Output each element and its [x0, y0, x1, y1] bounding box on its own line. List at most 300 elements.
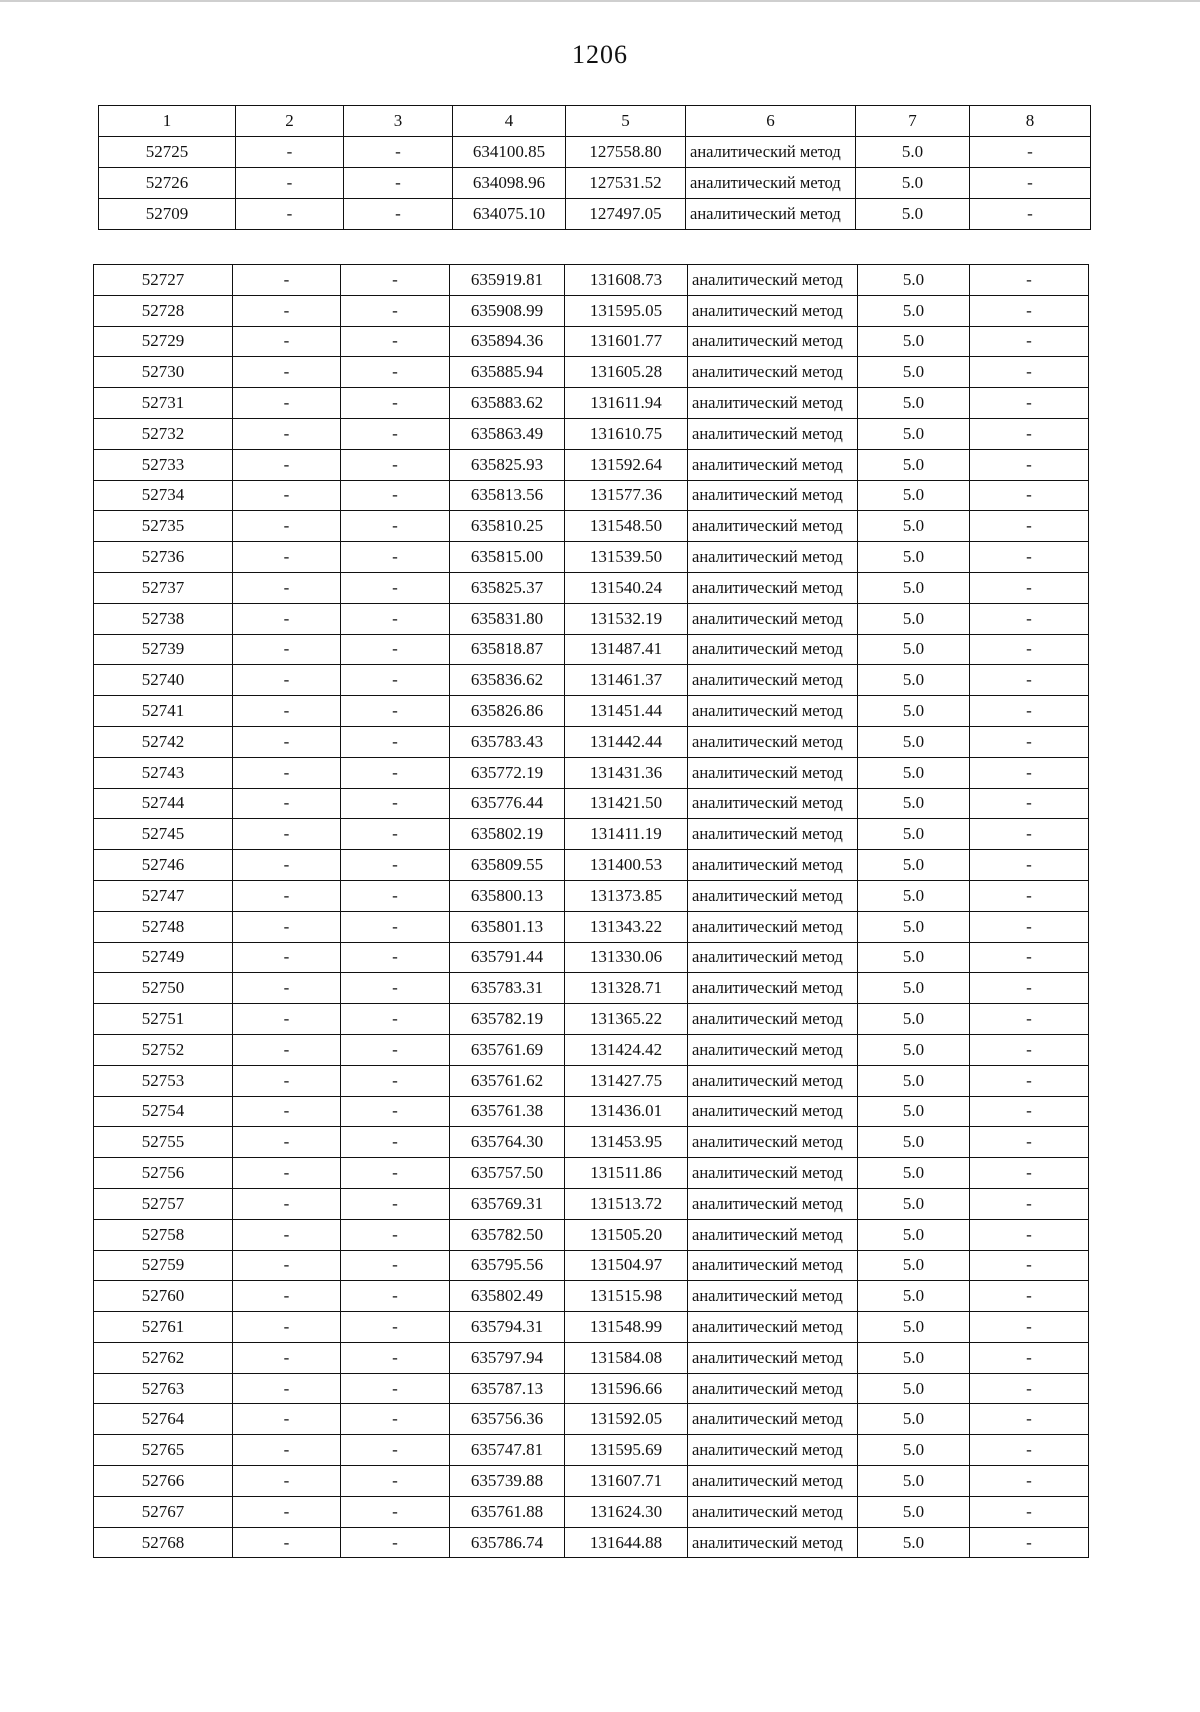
- column-header-8: 8: [970, 106, 1091, 137]
- table-cell-col-5: 131421.50: [565, 788, 688, 819]
- table-cell-col-8: -: [970, 819, 1089, 850]
- table-cell-col-8: -: [970, 1435, 1089, 1466]
- table-cell-col-5: 131605.28: [565, 357, 688, 388]
- table-cell-col-7: 5.0: [858, 418, 970, 449]
- table-cell-col-8: -: [970, 1188, 1089, 1219]
- table-cell-col-8: -: [970, 168, 1091, 199]
- table-cell-col-1: 52760: [94, 1281, 233, 1312]
- column-header-1: 1: [99, 106, 236, 137]
- table-cell-col-8: -: [970, 1034, 1089, 1065]
- table-row: [94, 942, 1089, 973]
- table-cell-col-4: 635764.30: [450, 1127, 565, 1158]
- table-cell-col-4: 635883.62: [450, 388, 565, 419]
- table-row: [94, 819, 1089, 850]
- table-cell-col-6: аналитический метод: [688, 726, 858, 757]
- table-cell-col-7: 5.0: [858, 850, 970, 881]
- table-cell-col-6: аналитический метод: [688, 1435, 858, 1466]
- table-cell-col-6: аналитический метод: [688, 357, 858, 388]
- table-cell-col-2: -: [233, 603, 341, 634]
- table-cell-col-1: 52737: [94, 572, 233, 603]
- table-cell-col-7: 5.0: [858, 1219, 970, 1250]
- table-cell-col-1: 52748: [94, 911, 233, 942]
- table-cell-col-1: 52759: [94, 1250, 233, 1281]
- table-cell-col-8: -: [970, 326, 1089, 357]
- table-cell-col-2: -: [233, 788, 341, 819]
- table-cell-col-4: 635739.88: [450, 1466, 565, 1497]
- table-cell-col-5: 131442.44: [565, 726, 688, 757]
- table-row: [94, 1219, 1089, 1250]
- table-cell-col-8: -: [970, 1250, 1089, 1281]
- coordinates-table-top: [98, 105, 1091, 230]
- table-cell-col-1: 52726: [99, 168, 236, 199]
- table-cell-col-3: -: [344, 168, 453, 199]
- table-cell-col-5: 131411.19: [565, 819, 688, 850]
- table-cell-col-2: -: [233, 511, 341, 542]
- table-cell-col-2: -: [233, 480, 341, 511]
- table-cell-col-3: -: [344, 137, 453, 168]
- table-cell-col-6: аналитический метод: [688, 634, 858, 665]
- table-cell-col-3: -: [341, 572, 450, 603]
- table-cell-col-1: 52725: [99, 137, 236, 168]
- table-cell-col-3: -: [341, 942, 450, 973]
- table-cell-col-6: аналитический метод: [688, 1127, 858, 1158]
- table-cell-col-7: 5.0: [858, 634, 970, 665]
- table-cell-col-3: -: [341, 480, 450, 511]
- table-cell-col-4: 635772.19: [450, 757, 565, 788]
- table-cell-col-2: -: [233, 1312, 341, 1343]
- table-cell-col-3: -: [341, 1281, 450, 1312]
- table-cell-col-1: 52729: [94, 326, 233, 357]
- table-cell-col-4: 635825.37: [450, 572, 565, 603]
- table-cell-col-8: -: [970, 480, 1089, 511]
- column-header-5: 5: [566, 106, 686, 137]
- table-cell-col-3: -: [344, 199, 453, 230]
- table-cell-col-5: 131532.19: [565, 603, 688, 634]
- table-cell-col-4: 634098.96: [453, 168, 566, 199]
- table-top-body: [99, 106, 1091, 230]
- table-row: [94, 295, 1089, 326]
- table-cell-col-4: 635761.62: [450, 1065, 565, 1096]
- table-cell-col-4: 634075.10: [453, 199, 566, 230]
- table-row: [94, 1250, 1089, 1281]
- table-cell-col-1: 52743: [94, 757, 233, 788]
- table-row: [94, 542, 1089, 573]
- table-cell-col-5: 131515.98: [565, 1281, 688, 1312]
- table-cell-col-5: 131584.08: [565, 1342, 688, 1373]
- table-cell-col-8: -: [970, 911, 1089, 942]
- table-cell-col-1: 52733: [94, 449, 233, 480]
- table-cell-col-3: -: [341, 696, 450, 727]
- table-cell-col-7: 5.0: [856, 199, 970, 230]
- table-cell-col-4: 635818.87: [450, 634, 565, 665]
- table-cell-col-8: -: [970, 1342, 1089, 1373]
- table-cell-col-1: 52736: [94, 542, 233, 573]
- table-cell-col-1: 52756: [94, 1158, 233, 1189]
- table-cell-col-4: 635783.43: [450, 726, 565, 757]
- table-cell-col-6: аналитический метод: [688, 1158, 858, 1189]
- table-cell-col-6: аналитический метод: [688, 418, 858, 449]
- table-row: [94, 388, 1089, 419]
- table-cell-col-7: 5.0: [858, 388, 970, 419]
- table-cell-col-5: 131453.95: [565, 1127, 688, 1158]
- table-cell-col-1: 52735: [94, 511, 233, 542]
- table-row: [94, 357, 1089, 388]
- table-cell-col-3: -: [341, 1096, 450, 1127]
- table-cell-col-7: 5.0: [858, 572, 970, 603]
- table-cell-col-1: 52738: [94, 603, 233, 634]
- table-cell-col-1: 52764: [94, 1404, 233, 1435]
- table-cell-col-3: -: [341, 449, 450, 480]
- table-cell-col-6: аналитический метод: [688, 942, 858, 973]
- table-cell-col-6: аналитический метод: [688, 1466, 858, 1497]
- table-row: [94, 326, 1089, 357]
- table-cell-col-2: -: [233, 665, 341, 696]
- table-cell-col-8: -: [970, 726, 1089, 757]
- table-row: [94, 1065, 1089, 1096]
- table-cell-col-7: 5.0: [858, 911, 970, 942]
- table-row: [94, 1527, 1089, 1558]
- table-cell-col-7: 5.0: [858, 357, 970, 388]
- table-cell-col-5: 131610.75: [565, 418, 688, 449]
- table-cell-col-2: -: [233, 726, 341, 757]
- table-row: [94, 1188, 1089, 1219]
- table-cell-col-6: аналитический метод: [688, 388, 858, 419]
- table-cell-col-7: 5.0: [858, 1404, 970, 1435]
- table-cell-col-8: -: [970, 1312, 1089, 1343]
- table-cell-col-8: -: [970, 265, 1089, 296]
- table-cell-col-7: 5.0: [858, 788, 970, 819]
- table-cell-col-6: аналитический метод: [688, 1004, 858, 1035]
- table-cell-col-7: 5.0: [858, 1312, 970, 1343]
- table-row: [94, 1435, 1089, 1466]
- table-cell-col-6: аналитический метод: [688, 1096, 858, 1127]
- table-cell-col-2: -: [233, 1466, 341, 1497]
- table-cell-col-4: 635786.74: [450, 1527, 565, 1558]
- table-cell-col-1: 52734: [94, 480, 233, 511]
- table-cell-col-8: -: [970, 1466, 1089, 1497]
- table-cell-col-5: 127558.80: [566, 137, 686, 168]
- table-cell-col-1: 52744: [94, 788, 233, 819]
- table-cell-col-4: 635756.36: [450, 1404, 565, 1435]
- table-cell-col-4: 635794.31: [450, 1312, 565, 1343]
- table-cell-col-1: 52751: [94, 1004, 233, 1035]
- table-cell-col-6: аналитический метод: [688, 295, 858, 326]
- table-cell-col-3: -: [341, 1435, 450, 1466]
- table-cell-col-7: 5.0: [858, 1034, 970, 1065]
- column-header-4: 4: [453, 106, 566, 137]
- table-cell-col-8: -: [970, 973, 1089, 1004]
- table-cell-col-5: 131487.41: [565, 634, 688, 665]
- table-cell-col-7: 5.0: [858, 1527, 970, 1558]
- table-cell-col-7: 5.0: [858, 1096, 970, 1127]
- table-cell-col-8: -: [970, 295, 1089, 326]
- table-cell-col-2: -: [233, 819, 341, 850]
- table-cell-col-5: 131400.53: [565, 850, 688, 881]
- table-cell-col-1: 52766: [94, 1466, 233, 1497]
- table-cell-col-7: 5.0: [858, 326, 970, 357]
- table-cell-col-6: аналитический метод: [688, 1527, 858, 1558]
- table-cell-col-3: -: [341, 1527, 450, 1558]
- table-cell-col-4: 635810.25: [450, 511, 565, 542]
- table-cell-col-3: -: [341, 757, 450, 788]
- table-cell-col-8: -: [970, 357, 1089, 388]
- table-cell-col-3: -: [341, 973, 450, 1004]
- table-cell-col-5: 131595.69: [565, 1435, 688, 1466]
- table-cell-col-3: -: [341, 357, 450, 388]
- table-cell-col-7: 5.0: [858, 726, 970, 757]
- table-cell-col-4: 635831.80: [450, 603, 565, 634]
- table-cell-col-3: -: [341, 1004, 450, 1035]
- table-cell-col-1: 52746: [94, 850, 233, 881]
- table-cell-col-6: аналитический метод: [688, 973, 858, 1004]
- column-header-2: 2: [236, 106, 344, 137]
- table-cell-col-8: -: [970, 1219, 1089, 1250]
- table-cell-col-8: -: [970, 388, 1089, 419]
- table-cell-col-4: 635908.99: [450, 295, 565, 326]
- table-cell-col-1: 52730: [94, 357, 233, 388]
- table-cell-col-3: -: [341, 1404, 450, 1435]
- table-cell-col-3: -: [341, 1250, 450, 1281]
- table-cell-col-8: -: [970, 942, 1089, 973]
- table-row: [99, 199, 1091, 230]
- table-row: [94, 1158, 1089, 1189]
- table-row: [94, 973, 1089, 1004]
- table-cell-col-2: -: [233, 1527, 341, 1558]
- table-row: [99, 168, 1091, 199]
- table-cell-col-2: -: [233, 265, 341, 296]
- table-cell-col-5: 131424.42: [565, 1034, 688, 1065]
- table-cell-col-4: 635815.00: [450, 542, 565, 573]
- table-cell-col-3: -: [341, 418, 450, 449]
- table-cell-col-6: аналитический метод: [688, 850, 858, 881]
- table-row: [94, 1373, 1089, 1404]
- table-cell-col-5: 131451.44: [565, 696, 688, 727]
- table-cell-col-5: 131607.71: [565, 1466, 688, 1497]
- table-cell-col-2: -: [233, 1188, 341, 1219]
- table-cell-col-1: 52757: [94, 1188, 233, 1219]
- table-cell-col-4: 635761.69: [450, 1034, 565, 1065]
- table-cell-col-8: -: [970, 199, 1091, 230]
- table-cell-col-2: -: [233, 1496, 341, 1527]
- table-cell-col-8: -: [970, 603, 1089, 634]
- table-cell-col-6: аналитический метод: [688, 665, 858, 696]
- table-cell-col-1: 52731: [94, 388, 233, 419]
- table-cell-col-7: 5.0: [858, 757, 970, 788]
- table-cell-col-7: 5.0: [858, 880, 970, 911]
- table-cell-col-4: 635894.36: [450, 326, 565, 357]
- table-cell-col-8: -: [970, 418, 1089, 449]
- table-cell-col-3: -: [341, 880, 450, 911]
- table-row: [94, 696, 1089, 727]
- table-cell-col-5: 131577.36: [565, 480, 688, 511]
- column-header-6: 6: [686, 106, 856, 137]
- table-cell-col-2: -: [233, 757, 341, 788]
- table-row: [94, 788, 1089, 819]
- table-cell-col-2: -: [236, 137, 344, 168]
- table-cell-col-3: -: [341, 326, 450, 357]
- table-cell-col-5: 131461.37: [565, 665, 688, 696]
- table-cell-col-6: аналитический метод: [688, 788, 858, 819]
- table-cell-col-5: 131608.73: [565, 265, 688, 296]
- table-cell-col-3: -: [341, 1373, 450, 1404]
- table-cell-col-2: -: [236, 199, 344, 230]
- table-cell-col-5: 131595.05: [565, 295, 688, 326]
- table-cell-col-6: аналитический метод: [688, 1373, 858, 1404]
- table-cell-col-7: 5.0: [858, 1188, 970, 1219]
- table-cell-col-7: 5.0: [858, 1158, 970, 1189]
- table-cell-col-6: аналитический метод: [688, 1342, 858, 1373]
- table-cell-col-6: аналитический метод: [688, 1034, 858, 1065]
- table-cell-col-8: -: [970, 1065, 1089, 1096]
- table-cell-col-5: 131548.99: [565, 1312, 688, 1343]
- table-cell-col-1: 52758: [94, 1219, 233, 1250]
- table-cell-col-8: -: [970, 542, 1089, 573]
- table-cell-col-2: -: [233, 357, 341, 388]
- table-row: [94, 634, 1089, 665]
- table-cell-col-4: 634100.85: [453, 137, 566, 168]
- table-row: [94, 1496, 1089, 1527]
- table-cell-col-2: -: [236, 168, 344, 199]
- table-cell-col-5: 131539.50: [565, 542, 688, 573]
- table-row: [94, 726, 1089, 757]
- table-cell-col-5: 131592.05: [565, 1404, 688, 1435]
- table-row: [94, 572, 1089, 603]
- table-row: [94, 1127, 1089, 1158]
- table-cell-col-3: -: [341, 1127, 450, 1158]
- table-cell-col-4: 635757.50: [450, 1158, 565, 1189]
- table-main-body: [94, 265, 1089, 1558]
- table-cell-col-1: 52754: [94, 1096, 233, 1127]
- table-cell-col-4: 635776.44: [450, 788, 565, 819]
- table-cell-col-5: 131330.06: [565, 942, 688, 973]
- table-cell-col-6: аналитический метод: [688, 1312, 858, 1343]
- table-row: [94, 1004, 1089, 1035]
- table-cell-col-6: аналитический метод: [688, 449, 858, 480]
- table-cell-col-8: -: [970, 1004, 1089, 1035]
- table-cell-col-7: 5.0: [858, 511, 970, 542]
- table-cell-col-6: аналитический метод: [688, 1065, 858, 1096]
- table-cell-col-1: 52750: [94, 973, 233, 1004]
- table-cell-col-8: -: [970, 788, 1089, 819]
- table-cell-col-2: -: [233, 911, 341, 942]
- table-cell-col-3: -: [341, 1496, 450, 1527]
- table-cell-col-8: -: [970, 880, 1089, 911]
- table-cell-col-2: -: [233, 1065, 341, 1096]
- table-cell-col-4: 635802.19: [450, 819, 565, 850]
- table-row: [94, 1034, 1089, 1065]
- table-cell-col-3: -: [341, 511, 450, 542]
- table-cell-col-2: -: [233, 572, 341, 603]
- table-row: [94, 449, 1089, 480]
- table-cell-col-6: аналитический метод: [688, 1281, 858, 1312]
- column-header-7: 7: [856, 106, 970, 137]
- table-cell-col-4: 635863.49: [450, 418, 565, 449]
- table-cell-col-8: -: [970, 572, 1089, 603]
- table-cell-col-2: -: [233, 1281, 341, 1312]
- table-cell-col-6: аналитический метод: [688, 480, 858, 511]
- table-cell-col-7: 5.0: [858, 603, 970, 634]
- table-cell-col-2: -: [233, 295, 341, 326]
- table-cell-col-7: 5.0: [858, 1466, 970, 1497]
- table-cell-col-1: 52728: [94, 295, 233, 326]
- table-cell-col-4: 635761.88: [450, 1496, 565, 1527]
- table-cell-col-5: 131436.01: [565, 1096, 688, 1127]
- table-cell-col-5: 131511.86: [565, 1158, 688, 1189]
- table-cell-col-4: 635801.13: [450, 911, 565, 942]
- table-cell-col-4: 635761.38: [450, 1096, 565, 1127]
- table-cell-col-6: аналитический метод: [688, 1404, 858, 1435]
- table-cell-col-4: 635919.81: [450, 265, 565, 296]
- table-cell-col-6: аналитический метод: [688, 757, 858, 788]
- table-cell-col-8: -: [970, 665, 1089, 696]
- table-cell-col-3: -: [341, 388, 450, 419]
- table-cell-col-6: аналитический метод: [686, 137, 856, 168]
- table-cell-col-2: -: [233, 1404, 341, 1435]
- table-cell-col-6: аналитический метод: [688, 696, 858, 727]
- table-cell-col-3: -: [341, 1466, 450, 1497]
- table-row: [94, 1312, 1089, 1343]
- table-cell-col-4: 635782.19: [450, 1004, 565, 1035]
- table-cell-col-4: 635791.44: [450, 942, 565, 973]
- table-cell-col-2: -: [233, 1034, 341, 1065]
- table-cell-col-4: 635795.56: [450, 1250, 565, 1281]
- table-cell-col-7: 5.0: [858, 1342, 970, 1373]
- table-cell-col-7: 5.0: [858, 480, 970, 511]
- table-cell-col-1: 52765: [94, 1435, 233, 1466]
- table-cell-col-7: 5.0: [858, 665, 970, 696]
- table-cell-col-1: 52745: [94, 819, 233, 850]
- table-cell-col-4: 635769.31: [450, 1188, 565, 1219]
- table-cell-col-1: 52709: [99, 199, 236, 230]
- table-row: [94, 265, 1089, 296]
- table-cell-col-5: 131427.75: [565, 1065, 688, 1096]
- table-cell-col-5: 131611.94: [565, 388, 688, 419]
- table-cell-col-7: 5.0: [858, 1250, 970, 1281]
- table-cell-col-1: 52741: [94, 696, 233, 727]
- table-cell-col-4: 635802.49: [450, 1281, 565, 1312]
- table-cell-col-7: 5.0: [858, 973, 970, 1004]
- coordinates-table-main: [93, 264, 1089, 1558]
- table-row: [94, 1342, 1089, 1373]
- table-cell-col-5: 131373.85: [565, 880, 688, 911]
- table-cell-col-2: -: [233, 1127, 341, 1158]
- table-cell-col-5: 131513.72: [565, 1188, 688, 1219]
- table-cell-col-6: аналитический метод: [688, 511, 858, 542]
- table-cell-col-1: 52740: [94, 665, 233, 696]
- table-cell-col-3: -: [341, 265, 450, 296]
- table-cell-col-8: -: [970, 1496, 1089, 1527]
- table-cell-col-2: -: [233, 1373, 341, 1404]
- table-cell-col-5: 127497.05: [566, 199, 686, 230]
- table-cell-col-3: -: [341, 726, 450, 757]
- table-cell-col-1: 52755: [94, 1127, 233, 1158]
- table-row: [94, 1281, 1089, 1312]
- table-cell-col-8: -: [970, 511, 1089, 542]
- table-cell-col-6: аналитический метод: [688, 1188, 858, 1219]
- table-cell-col-1: 52752: [94, 1034, 233, 1065]
- table-cell-col-3: -: [341, 665, 450, 696]
- table-cell-col-8: -: [970, 1281, 1089, 1312]
- table-cell-col-6: аналитический метод: [688, 880, 858, 911]
- table-cell-col-7: 5.0: [858, 1496, 970, 1527]
- table-row: [94, 850, 1089, 881]
- table-cell-col-2: -: [233, 1158, 341, 1189]
- table-cell-col-7: 5.0: [858, 1373, 970, 1404]
- table-cell-col-1: 52747: [94, 880, 233, 911]
- table-row: [94, 757, 1089, 788]
- table-cell-col-3: -: [341, 819, 450, 850]
- table-cell-col-4: 635800.13: [450, 880, 565, 911]
